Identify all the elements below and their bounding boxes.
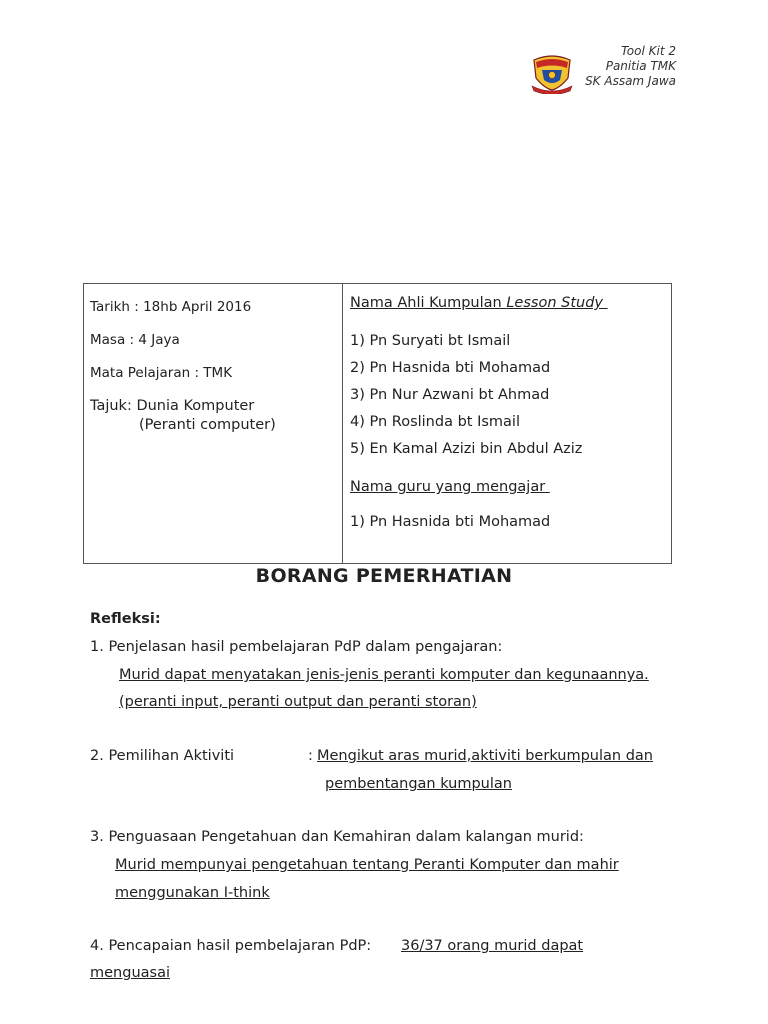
item4-answer-line1: 36/37 orang murid dapat [401,938,584,954]
item1-label: 1. Penjelasan hasil pembelajaran PdP dalam pengajaran: [90,639,503,655]
member-item: 2) Pn Hasnida bti Mohamad [350,360,551,376]
teacher-heading-text: Nama guru yang mengajar [350,479,546,495]
item3-answer-line2: menggunakan I-think [115,885,270,901]
item2-label: 2. Pemilihan Aktiviti [90,748,235,764]
header-school: SK Assam Jawa [585,74,676,88]
teacher-heading [350,477,671,497]
group-heading-prefix: Nama Ahli Kumpulan [350,295,507,311]
member-item: 5) En Kamal Azizi bin Abdul Aziz [350,441,583,457]
member-item: 3) Pn Nur Azwani bt Ahmad [350,387,550,403]
teacher-item: 1) Pn Hasnida bti Mohamad [350,514,551,530]
item3-label: 3. Penguasaan Pengetahuan dan Kemahiran dalam kalangan murid: [90,829,584,845]
item1-answer-line2: (peranti input, peranti output dan peranti storan) [119,694,477,710]
document-header [585,44,676,89]
group-heading [350,293,671,313]
class-field: Masa : 4 Jaya [90,332,180,348]
date-field: Tarikh : 18hb April 2016 [90,299,252,315]
item4-answer-line2: menguasai [90,965,170,981]
header-toolkit: Tool Kit 2 [620,44,676,58]
topic-line-1: Tajuk: Dunia Komputer [90,398,255,414]
form-title: BORANG PEMERHATIAN [255,565,513,587]
topic-field [90,397,342,435]
refleksi-heading: Refleksi: [90,611,161,627]
topic-line-2: (Peranti computer) [139,417,276,433]
item2-answer-line1: Mengikut aras murid,aktiviti berkumpulan dan [317,748,653,764]
item2-colon: : [308,748,313,764]
item2-answer-line2: pembentangan kumpulan [325,776,512,792]
lesson-details-cell [84,284,343,563]
member-item: 1) Pn Suryati bt Ismail [350,333,511,349]
item3-answer-line1: Murid mempunyai pengetahuan tentang Peranti Komputer dan mahir [115,857,619,873]
item4-label: 4. Pencapaian hasil pembelajaran PdP: [90,938,372,954]
subject-field: Mata Pelajaran : TMK [90,365,233,381]
item1-answer-line1: Murid dapat menyatakan jenis-jenis peranti komputer dan kegunaannya. [119,667,649,683]
group-heading-italic: Lesson Study [506,295,603,311]
lesson-info-table [83,283,672,564]
header-panitia: Panitia TMK [605,59,676,73]
school-crest-logo [530,54,574,94]
member-item: 4) Pn Roslinda bt Ismail [350,414,520,430]
group-members-cell [343,284,671,563]
